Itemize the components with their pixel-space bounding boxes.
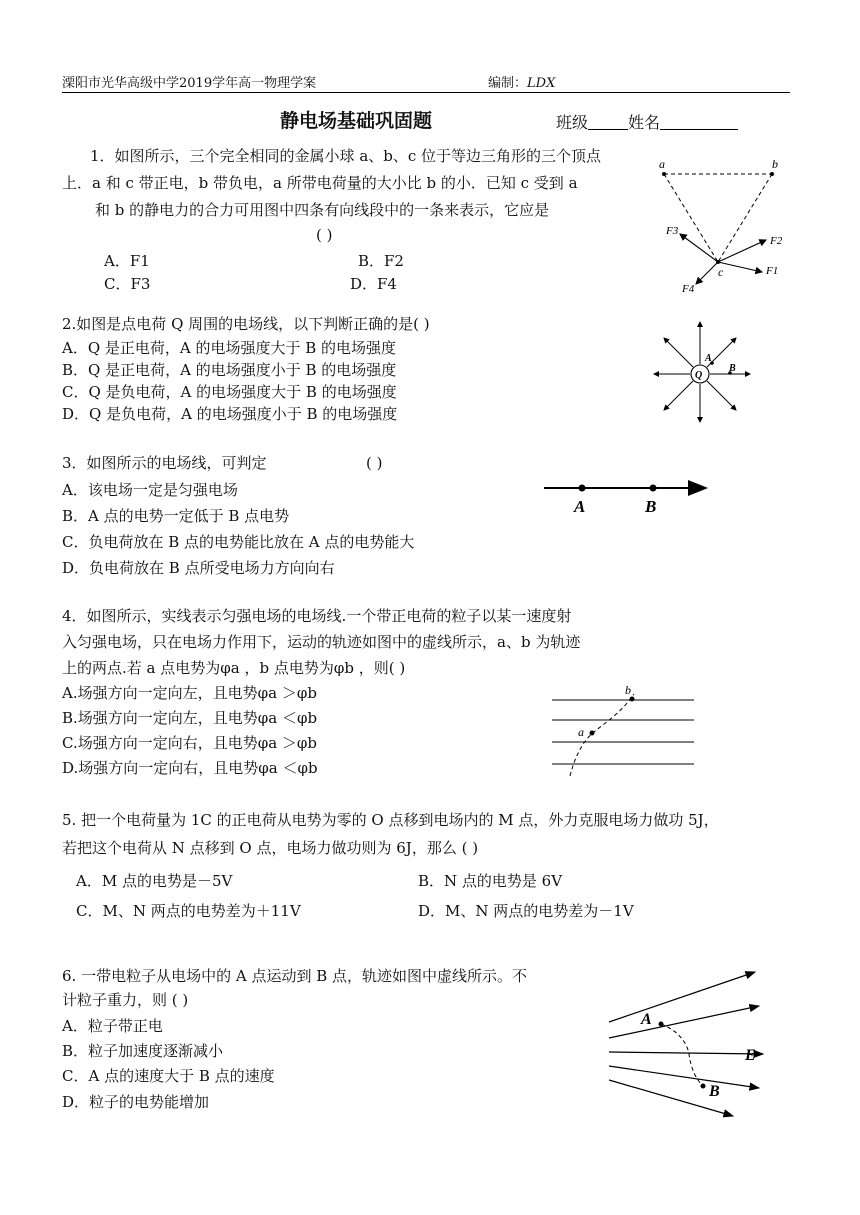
q5-option-c[interactable]: C．M、N 两点的电势差为＋11V	[76, 902, 301, 920]
q2-label-q: Q	[695, 370, 703, 381]
q3-point-b	[650, 485, 657, 492]
q1-figure	[650, 152, 790, 297]
header-editor-label: 编制：	[488, 76, 528, 91]
q1-side-bc	[718, 174, 772, 262]
q6-line2: 计粒子重力，则 ( )	[62, 991, 189, 1009]
q3-option-d[interactable]: D．负电荷放在 B 点所受电场力方向向右	[62, 559, 335, 577]
q1-option-a[interactable]: A．F1	[104, 252, 150, 270]
q6-option-b[interactable]: B．粒子加速度逐渐减小	[62, 1042, 224, 1060]
q1-label-f2: F2	[770, 235, 783, 247]
q3-option-b[interactable]: B．A 点的电势一定低于 B 点电势	[62, 507, 290, 525]
class-blank[interactable]	[588, 115, 628, 130]
class-label: 班级	[556, 113, 589, 132]
q4-line3: 上的两点.若 a 点电势为φa ，b 点电势为φb ，则( )	[62, 659, 406, 677]
q4-line1: 4．如图所示，实线表示匀强电场的电场线.一个带正电荷的粒子以某一速度射	[62, 607, 572, 625]
student-info	[556, 110, 738, 133]
q1-arrow-f2	[718, 240, 766, 262]
q1-arrow-f3	[680, 234, 718, 262]
q4-option-d[interactable]: D.场强方向一定向右，且电势φa ＜φb	[62, 759, 318, 777]
q4-line2: 入匀强电场，只在电场力作用下，运动的轨迹如图中的虚线所示，a、b 为轨迹	[62, 633, 581, 651]
header-rule	[62, 92, 790, 93]
q4-option-a[interactable]: A.场强方向一定向左，且电势φa ＞φb	[62, 684, 317, 702]
q6-line1: 6. 一带电粒子从电场中的 A 点运动到 B 点，轨迹如图中虚线所示。不	[62, 967, 528, 985]
q1-line1: 1．如图所示，三个完全相同的金属小球 a、b、c 位于等边三角形的三个顶点	[90, 147, 602, 165]
q1-label-c: c	[718, 265, 724, 279]
q2-option-c[interactable]: C．Q 是负电荷，A 的电场强度大于 B 的电场强度	[62, 383, 397, 401]
q1-point-b	[770, 172, 774, 176]
q1-option-b[interactable]: B．F2	[358, 252, 404, 270]
q3-option-a[interactable]: A．该电场一定是匀强电场	[62, 481, 238, 499]
q6-option-d[interactable]: D．粒子的电势能增加	[62, 1093, 210, 1111]
q4-field-lines	[552, 700, 694, 764]
q3-figure	[540, 476, 712, 520]
q2-label-b: B	[729, 363, 736, 374]
q1-option-d[interactable]: D．F4	[350, 275, 397, 293]
q3-point-a	[579, 485, 586, 492]
q5-option-b[interactable]: B．N 点的电势是 6V	[418, 872, 563, 890]
q6-field-lines	[609, 972, 763, 1116]
q3-option-c[interactable]: C．负电荷放在 B 点的电势能比放在 A 点的电势能大	[62, 533, 415, 551]
q4-point-b	[630, 697, 635, 702]
q5-option-d[interactable]: D．M、N 两点的电势差为－1V	[418, 902, 634, 920]
q4-label-a: a	[578, 725, 584, 739]
header-editor	[488, 72, 555, 91]
q1-label-f4: F4	[682, 283, 695, 295]
q6-figure	[605, 968, 775, 1118]
q2-stem: 2.如图是点电荷 Q 周围的电场线，以下判断正确的是( )	[62, 315, 430, 333]
q4-option-b[interactable]: B.场强方向一定向左，且电势φa ＜φb	[62, 709, 318, 727]
q1-arrow-f4	[696, 262, 718, 284]
q2-figure	[650, 318, 760, 428]
q5-option-a[interactable]: A．M 点的电势是－5V	[76, 872, 233, 890]
header-school: 溧阳市光华高级中学2019学年高一物理学案	[62, 76, 317, 91]
q1-label-b: b	[772, 157, 778, 171]
q2-label-a: A	[705, 353, 712, 364]
q4-label-b: b	[625, 683, 631, 697]
name-label: 姓名	[628, 113, 661, 132]
q4-point-a	[590, 731, 595, 736]
q3-answer-paren: ( )	[366, 454, 383, 472]
header-editor-name: LDX	[527, 76, 556, 91]
q6-label-b: B	[709, 1083, 720, 1100]
q4-figure	[548, 682, 698, 778]
q6-option-c[interactable]: C．A 点的速度大于 B 点的速度	[62, 1067, 275, 1085]
q3-label-b: B	[645, 497, 657, 516]
q3-label-a: A	[574, 497, 586, 516]
q2-option-b[interactable]: B．Q 是正电荷，A 的电场强度小于 B 的电场强度	[62, 361, 397, 379]
q2-option-d[interactable]: D．Q 是负电荷，A 的电场强度小于 B 的电场强度	[62, 405, 398, 423]
q6-option-a[interactable]: A．粒子带正电	[62, 1017, 163, 1035]
q6-label-e: E	[745, 1047, 756, 1064]
q2-option-a[interactable]: A．Q 是正电荷，A 的电场强度大于 B 的电场强度	[62, 339, 397, 357]
q5-line1: 5. 把一个电荷量为 1C 的正电荷从电势为零的 O 点移到电场内的 M 点，外力克服电场力做功 5J，	[62, 811, 719, 829]
q1-arrow-f1	[718, 262, 762, 272]
q4-option-c[interactable]: C.场强方向一定向右，且电势φa ＞φb	[62, 734, 318, 752]
q1-side-ac	[664, 174, 718, 262]
page-title: 静电场基础巩固题	[280, 110, 433, 132]
q1-label-a: a	[659, 157, 665, 171]
q6-point-b	[701, 1084, 706, 1089]
name-blank[interactable]	[660, 115, 738, 130]
q3-stem: 3．如图所示的电场线，可判定	[62, 454, 267, 472]
q1-option-c[interactable]: C．F3	[104, 275, 151, 293]
q1-label-f3: F3	[666, 225, 679, 237]
q1-line3: 和 b 的静电力的合力可用图中四条有向线段中的一条来表示，它应是	[95, 201, 550, 219]
q1-label-f1: F1	[766, 265, 779, 277]
q1-point-a	[662, 172, 666, 176]
q6-point-a	[659, 1022, 664, 1027]
q5-line2: 若把这个电荷从 N 点移到 O 点，电场力做功则为 6J，那么 ( )	[62, 839, 479, 857]
q1-line2: 上．a 和 c 带正电，b 带负电，a 所带电荷量的大小比 b 的小．已知 c 受到 a	[62, 174, 578, 192]
q1-answer-paren: ( )	[316, 226, 333, 244]
q6-label-a: A	[641, 1011, 652, 1028]
